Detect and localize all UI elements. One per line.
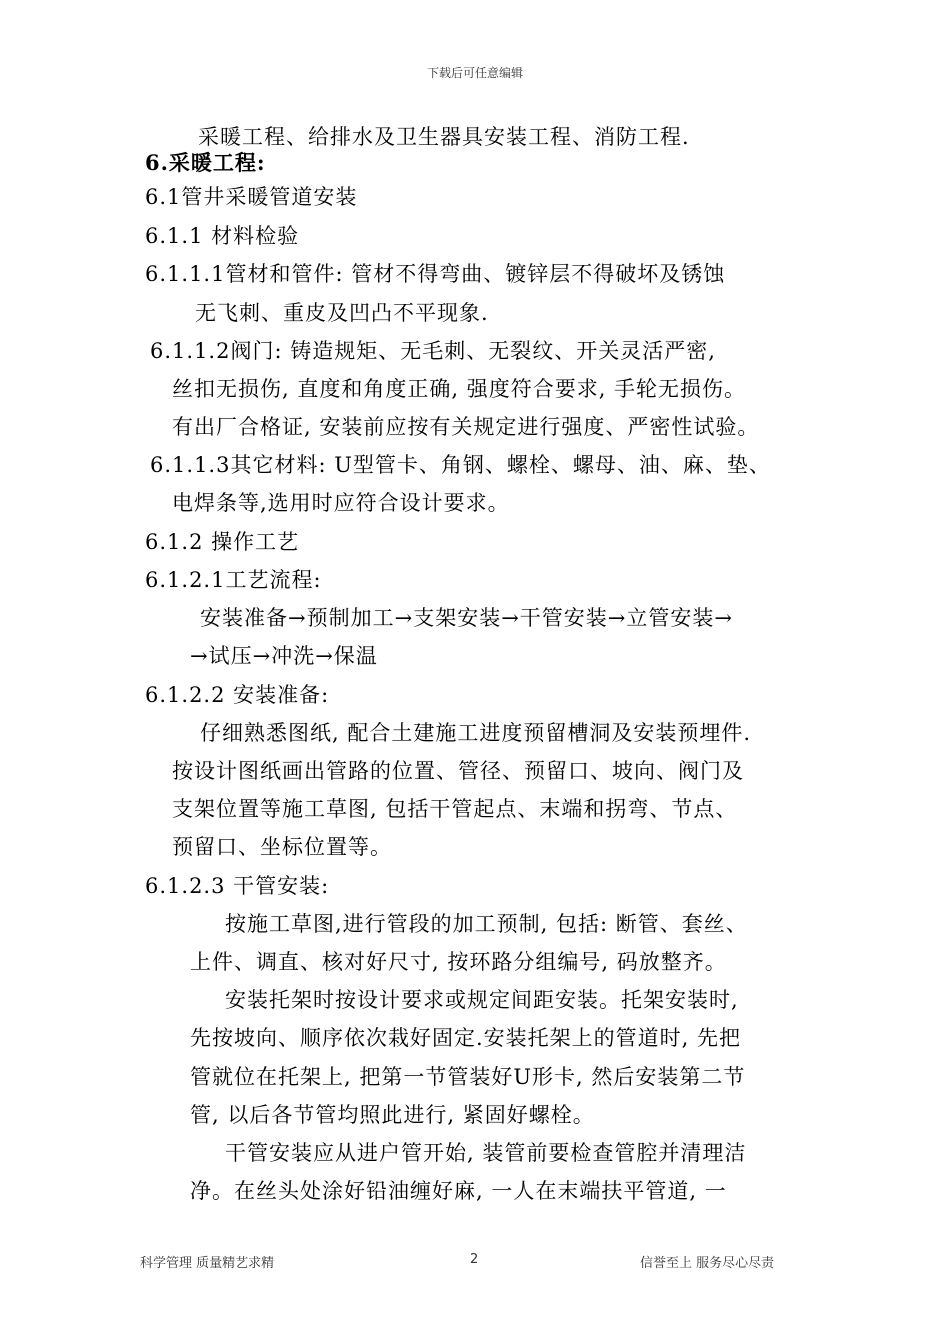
footer-right: 信誉至上 服务尽心尽责 — [640, 1256, 775, 1271]
text-line: →试压→冲洗→保温 — [190, 644, 378, 668]
text-line: 按施工草图,进行管段的加工预制, 包括: 断管、套丝、 — [225, 912, 748, 936]
text-line: 安装准备→预制加工→支架安装→干管安装→立管安装→ — [200, 606, 733, 630]
text-line: 预留口、坐标位置等。 — [172, 835, 392, 859]
page-number: 2 — [470, 1252, 479, 1267]
text-line: 净。在丝头处涂好铅油缠好麻, 一人在末端扶平管道, 一 — [190, 1179, 727, 1203]
text-line: 干管安装应从进户管开始, 装管前要检查管腔并清理洁 — [225, 1141, 747, 1165]
subsection-heading: 6.1.2.1工艺流程: — [145, 568, 322, 592]
text-line: 6.1.1.3其它材料: U型管卡、角钢、螺栓、螺母、油、麻、垫、 — [150, 453, 771, 477]
page-header: 下载后可任意编辑 — [426, 66, 523, 80]
text-line: 支架位置等施工草图, 包括干管起点、末端和拐弯、节点、 — [172, 797, 738, 821]
section-heading: 6.采暖工程: — [145, 150, 266, 175]
text-line: 6.1.1.2阀门: 铸造规矩、无毛刺、无裂纹、开关灵活严密, — [150, 339, 716, 363]
text-line: 管就位在托架上, 把第一节管装好U形卡, 然后安装第二节 — [190, 1065, 746, 1089]
text-line: 有出厂合格证, 安装前应按有关规定进行强度、严密性试验。 — [172, 415, 760, 439]
text-line: 无飞刺、重皮及凹凸不平现象. — [195, 301, 489, 325]
text-line: 管, 以后各节管均照此进行, 紧固好螺栓。 — [190, 1103, 595, 1127]
text-line: 先按坡向、顺序依次栽好固定.安装托架上的管道时, 先把 — [190, 1026, 742, 1050]
subsection-heading: 6.1.2.3 干管安装: — [145, 874, 330, 898]
subsection-heading: 6.1.1 材料检验 — [145, 224, 300, 248]
text-line: 电焊条等,选用时应符合设计要求。 — [172, 491, 510, 515]
text-line: 按设计图纸画出管路的位置、管径、预留口、坡向、阀门及 — [172, 759, 744, 783]
text-line: 安装托架时按设计要求或规定间距安装。托架安装时, — [225, 988, 739, 1012]
subsection-heading: 6.1管井采暖管道安装 — [145, 185, 358, 209]
footer-left: 科学管理 质量精艺求精 — [140, 1256, 275, 1271]
text-line: 丝扣无损伤, 直度和角度正确, 强度符合要求, 手轮无损伤。 — [172, 377, 747, 401]
text-line: 仔细熟悉图纸, 配合土建施工进度预留槽洞及安装预埋件. — [200, 721, 752, 745]
text-line: 采暖工程、给排水及卫生器具安装工程、消防工程. — [198, 125, 690, 149]
subsection-heading: 6.1.2.2 安装准备: — [145, 683, 330, 707]
text-line: 6.1.1.1管材和管件: 管材不得弯曲、镀锌层不得破坏及锈蚀 — [145, 262, 726, 286]
text-line: 上件、调直、核对好尺寸, 按环路分组编号, 码放整齐。 — [190, 950, 727, 974]
subsection-heading: 6.1.2 操作工艺 — [145, 530, 300, 554]
